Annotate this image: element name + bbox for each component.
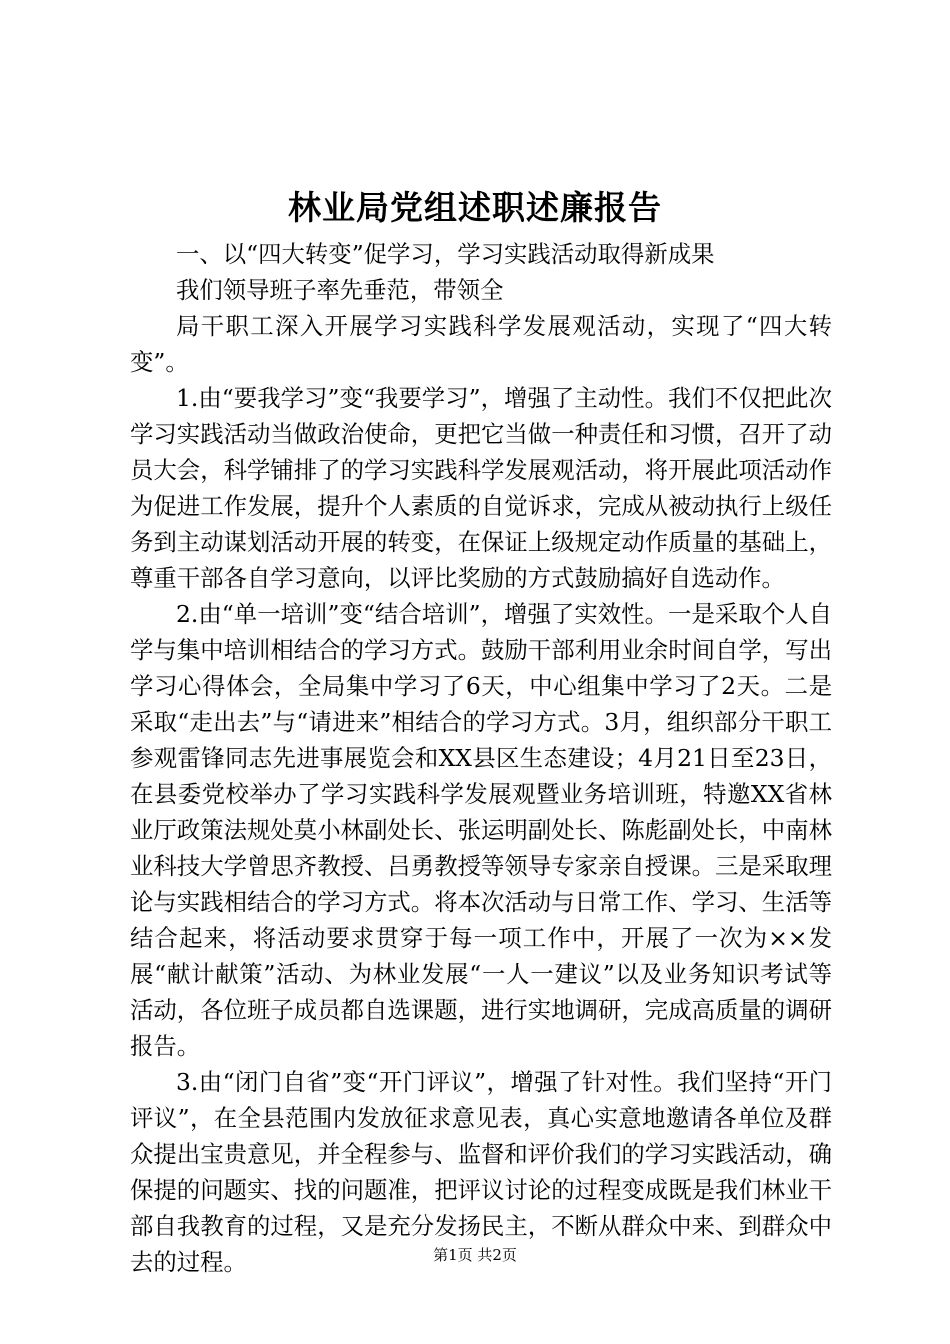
section-heading: 一、以“四大转变”促学习，学习实践活动取得新成果 xyxy=(176,240,715,268)
document-title: 林业局党组述职述廉报告 xyxy=(288,188,662,227)
paragraph-intro: 局干职工深入开展学习实践科学发展观活动，实现了“四大转变”。 xyxy=(130,312,832,376)
page-footer: 第1页 共2页 xyxy=(433,1246,517,1264)
document-body xyxy=(130,236,832,1280)
paragraph-item-2: 2.由“单一培训”变“结合培训”，增强了实效性。一是采取个人自学与集中培训相结合的学习方式。鼓励干部利用业余时间自学，写出学习心得体会，全局集中学习了6天，中心组集中学习了2天。二是采取“走出去”与“请进来”相结合的学习方式。3月，组织部分干职工参观雷锋同志先进事展览会和XX县区生态建设；4月21日至23日，在县委党校举办了学习实践科学发展观暨业务培训班，特邀XX省林业厅政策法规处莫小林副处长、张运明副处长、陈彪副处长，中南林业科技大学曾思齐教授、吕勇教授等领导专家亲自授课。三是采取理论与实践相结合的学习方式。将本次活动与日常工作、学习、生活等结合起来，将活动要求贯穿于每一项工作中，开展了一次为××发展“献计献策”活动、为林业发展“一人一建议”以及业务知识考试等活动，各位班子成员都自选课题，进行实地调研，完成高质量的调研报告。 xyxy=(130,600,832,1060)
paragraph-line: 我们领导班子率先垂范，带领全 xyxy=(176,276,504,304)
paragraph-item-3: 3.由“闭门自省”变“开门评议”，增强了针对性。我们坚持“开门评议”，在全县范围内发放征求意见表，真心实意地邀请各单位及群众提出宝贵意见，并全程参与、监督和评价我们的学习实践活动，确保提的问题实、找的问题准，把评议讨论的过程变成既是我们林业干部自我教育的过程，又是充分发扬民主，不断从群众中来、到群众中去的过程。 xyxy=(130,1068,832,1276)
paragraph-item-1: 1.由“要我学习”变“我要学习”，增强了主动性。我们不仅把此次学习实践活动当做政治使命，更把它当做一种责任和习惯，召开了动员大会，科学铺排了的学习实践科学发展观活动，将开展此项活动作为促进工作发展，提升个人素质的自觉诉求，完成从被动执行上级任务到主动谋划活动开展的转变，在保证上级规定动作质量的基础上，尊重干部各自学习意向，以评比奖励的方式鼓励搞好自选动作。 xyxy=(130,384,832,592)
